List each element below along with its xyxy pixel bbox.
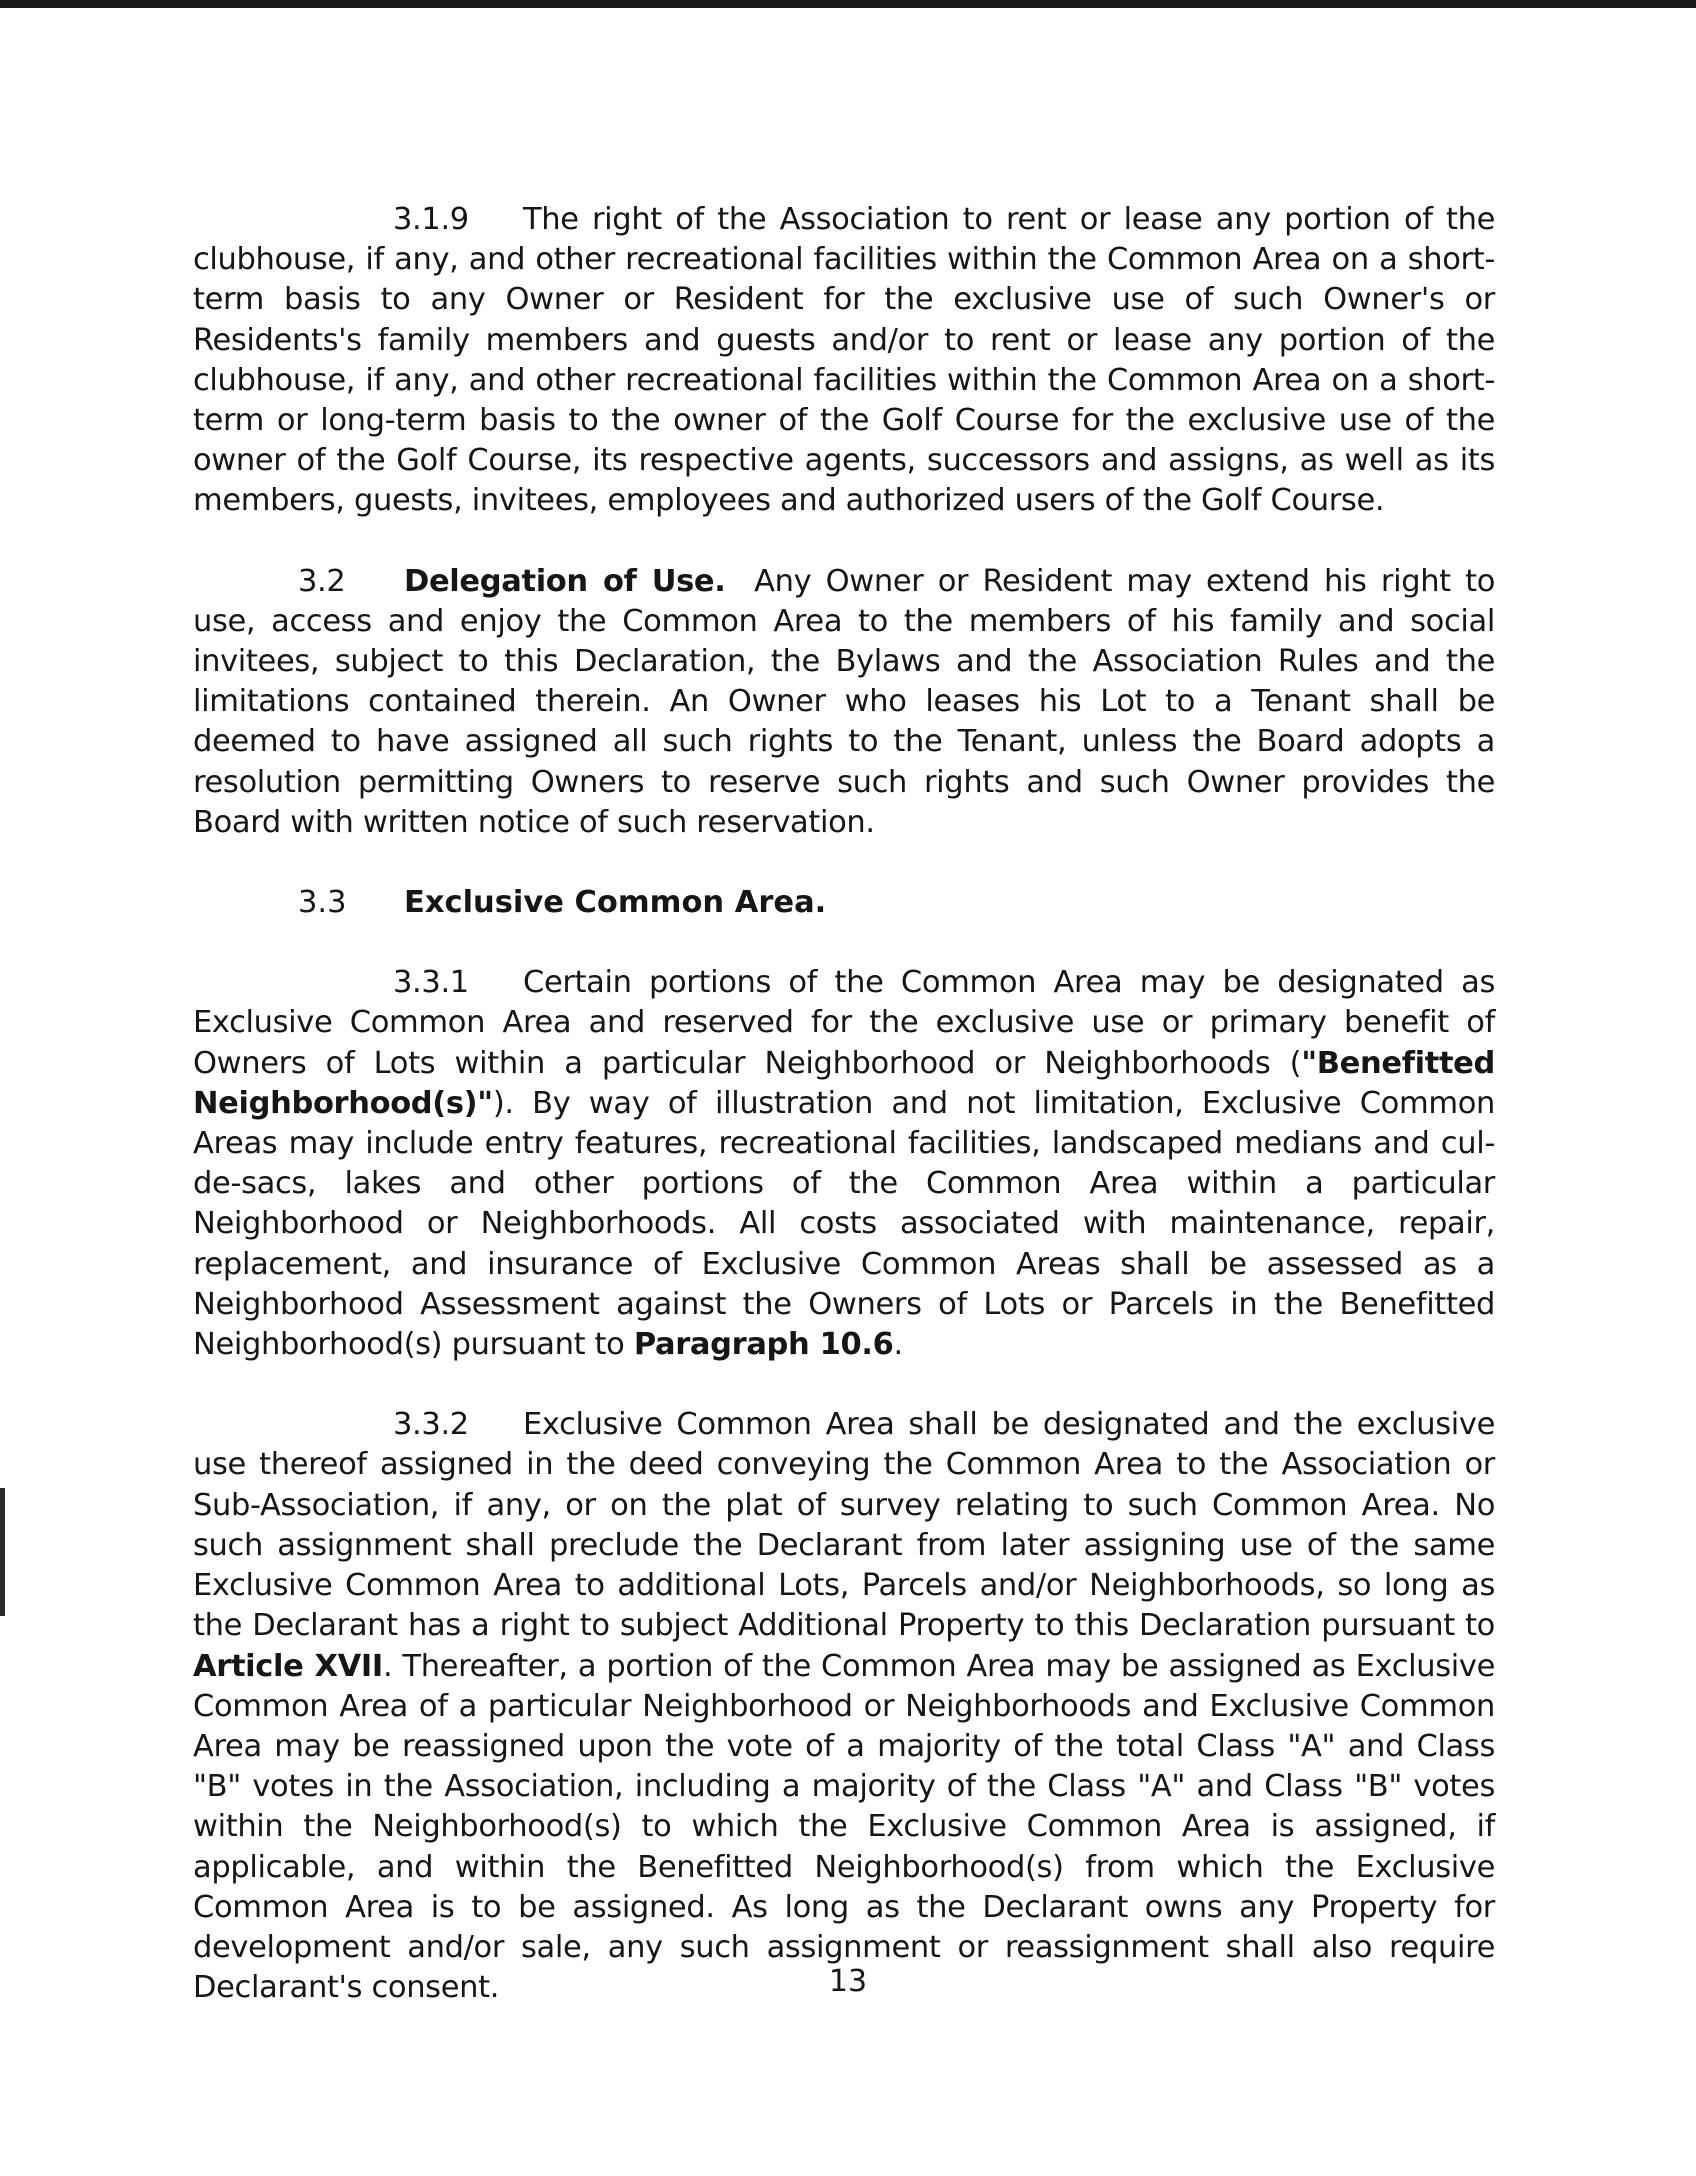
- section-number: 3.3: [298, 885, 347, 921]
- cross-reference: Article XVII: [193, 1648, 383, 1684]
- paragraph-text: The right of the Association to rent or lease any portion of the clubhouse, if any, and other recreational facilities within the Common Area on a short-term basis to any Owner or Resident for the exclusive use of such Owner's or Residents's family members and guests and/or to rent or lease any portion of the clubhouse, if any, and other recreational facilities within the Common Area on a short-term or long-term basis to the owner of the Golf Course for the exclusive use of the owner of the Golf Course, its respective agents, successors and assigns, as well as its members, guests, invitees, employees and authorized users of the Golf Course.: [193, 202, 1495, 519]
- paragraph-text-part-a: Exclusive Common Area shall be designated and the exclusive use thereof assigned in the deed conveying the Common Area to the Association or Sub-Association, if any, or on the plat of survey relating to such Common Area. No such assignment shall preclude the Declarant from later assigning use of the same Exclusive Common Area to additional Lots, Parcels and/or Neighborhoods, so long as the Declarant has a right to subject Additional Property to this Declaration pursuant to: [193, 1407, 1495, 1644]
- paragraph-text-part-c: .: [893, 1327, 903, 1363]
- paragraph-gap: [193, 923, 1495, 963]
- section-title: Delegation of Use.: [404, 563, 726, 599]
- page-number: 13: [828, 1964, 868, 1999]
- section-3-3-heading: [193, 883, 1495, 923]
- paragraph-number: 3.3.2: [393, 1407, 469, 1443]
- paragraph-gap: [193, 1365, 1495, 1405]
- section-title: Exclusive Common Area.: [404, 885, 827, 921]
- paragraph-gap: [193, 843, 1495, 883]
- scan-left-margin-mark: [0, 1488, 5, 1616]
- paragraph-gap: [193, 522, 1495, 562]
- defined-term: "Benefitted Neighborhood(s)": [193, 1045, 1495, 1121]
- paragraph-3-1-9: [193, 200, 1495, 522]
- paragraph-3-3-2: [193, 1405, 1495, 2008]
- paragraph-number: 3.3.1: [393, 965, 469, 1001]
- cross-reference: Paragraph 10.6: [633, 1327, 894, 1363]
- section-3-2: [193, 562, 1495, 843]
- paragraph-text-part-a: Certain portions of the Common Area may be designated as Exclusive Common Area and reserved for the exclusive use or primary benefit of Owners of Lots within a particular Neighborhood or Neighborhoods (: [193, 965, 1495, 1081]
- scan-top-edge: [0, 0, 1696, 8]
- paragraph-3-3-1: [193, 963, 1495, 1365]
- section-text: Any Owner or Resident may extend his right to use, access and enjoy the Common Area to the members of his family and social invitees, subject to this Declaration, the Bylaws and the Association Rules and the limitations contained therein. An Owner who leases his Lot to a Tenant shall be deemed to have assigned all such rights to the Tenant, unless the Board adopts a resolution permitting Owners to reserve such rights and such Owner provides the Board with written notice of such reservation.: [193, 563, 1495, 840]
- paragraph-text-part-b: ). By way of illustration and not limitation, Exclusive Common Areas may include entry features, recreational facilities, landscaped medians and cul-de-sacs, lakes and other portions of the Common Area within a particular Neighborhood or Neighborhoods. All costs associated with maintenance, repair, replacement, and insurance of Exclusive Common Areas shall be assessed as a Neighborhood Assessment against the Owners of Lots or Parcels in the Benefitted Neighborhood(s) pursuant to: [193, 1085, 1495, 1363]
- document-page: [193, 200, 1495, 2008]
- paragraph-number: 3.1.9: [393, 202, 469, 237]
- paragraph-text-part-b: . Thereafter, a portion of the Common Area may be assigned as Exclusive Common Area of a particular Neighborhood or Neighborhoods and Exclusive Common Area may be reassigned upon the vote of a majority of the total Class "A" and Class "B" votes in the Association, including a majority of the Class "A" and Class "B" votes within the Neighborhood(s) to which the Exclusive Common Area is assigned, if applicable, and within the Benefitted Neighborhood(s) from which the Exclusive Common Area is to be assigned. As long as the Declarant owns any Property for development and/or sale, any such assignment or reassignment shall also require Declarant's consent.: [193, 1648, 1495, 2006]
- section-number: 3.2: [298, 563, 346, 599]
